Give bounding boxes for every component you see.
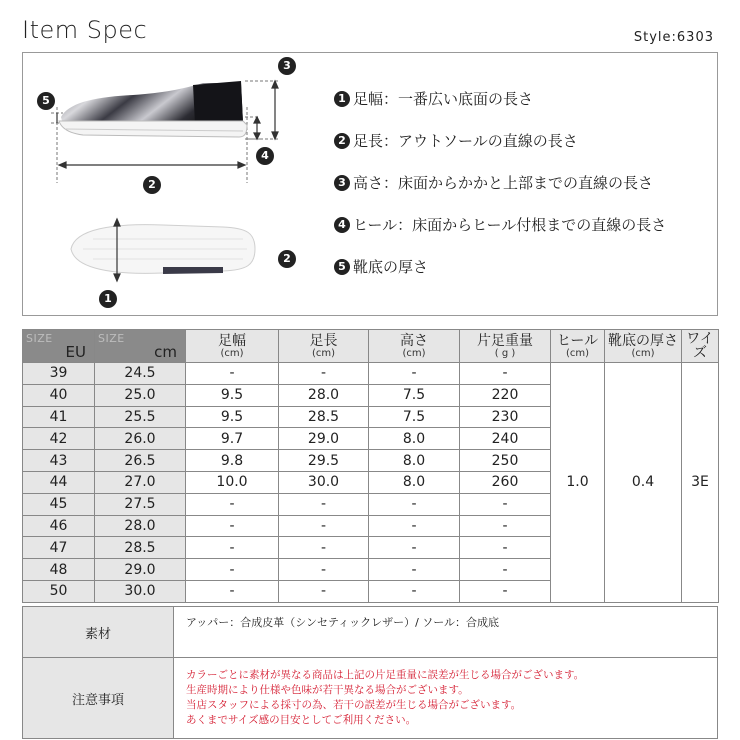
diagram-badge-4: 4 [256, 147, 274, 165]
header-heel-unit: (cm) [565, 347, 590, 359]
definition-3 [334, 172, 653, 193]
cell-merged-wise: 3E [682, 363, 719, 603]
header-weight [460, 330, 551, 363]
header-heel [551, 330, 605, 363]
cell-value: - [369, 515, 460, 537]
cell-value: - [369, 537, 460, 559]
definition-1-text: 足幅：一番広い底面の長さ [353, 90, 534, 108]
page-title: Item Spec [22, 16, 148, 44]
header-height [369, 330, 460, 363]
size-row [23, 363, 719, 385]
cell-cm: 28.0 [95, 515, 186, 537]
cell-value: 7.5 [369, 384, 460, 406]
cell-value: 8.0 [369, 450, 460, 472]
cell-cm: 29.0 [95, 559, 186, 581]
definition-3-text: 高さ：床面からかかと上部までの直線の長さ [353, 174, 654, 192]
cell-value: - [369, 493, 460, 515]
cell-eu: 39 [23, 363, 95, 385]
size-table [22, 329, 719, 603]
cell-value: 29.0 [279, 428, 369, 450]
header-width-unit: (cm) [220, 347, 244, 359]
cell-value: 220 [460, 384, 551, 406]
cell-value: - [279, 515, 369, 537]
header-weight-label: 片足重量 [477, 332, 533, 349]
header-cm-label: cm [154, 343, 177, 361]
cell-cm: 28.5 [95, 537, 186, 559]
cell-value: - [186, 580, 279, 602]
header-height-unit: (cm) [402, 347, 426, 359]
cell-value: - [279, 580, 369, 602]
header-width-label: 足幅 [218, 332, 246, 349]
notes-table [22, 606, 718, 739]
header-length [279, 330, 369, 363]
cell-merged-sole: 0.4 [605, 363, 682, 603]
header-weight-unit: ( g ) [494, 347, 516, 359]
cell-value: 9.8 [186, 450, 279, 472]
cell-value: - [369, 559, 460, 581]
cell-eu: 44 [23, 471, 95, 493]
cell-value: 29.5 [279, 450, 369, 472]
cell-value: - [279, 559, 369, 581]
diagram-badge-5: 5 [37, 92, 55, 110]
caution-text [174, 658, 718, 739]
caution-line-2: 生産時期により仕様や色味が若干異なる場合がございます。 [186, 684, 469, 696]
diagram-badge-2-length: 2 [143, 176, 161, 194]
badge-3: 3 [334, 175, 350, 191]
material-label: 素材 [23, 607, 174, 658]
cell-value: 8.0 [369, 428, 460, 450]
cell-value: - [460, 493, 551, 515]
cell-value: - [186, 537, 279, 559]
cell-cm: 27.0 [95, 471, 186, 493]
cell-value: - [279, 493, 369, 515]
definition-5 [334, 256, 428, 277]
definition-4 [334, 214, 666, 235]
cell-value: - [186, 493, 279, 515]
material-text: アッパー：合成皮革（シンセティックレザー）/ ソール：合成底 [174, 607, 718, 658]
cell-value: 30.0 [279, 471, 369, 493]
cell-value: 7.5 [369, 406, 460, 428]
cell-eu: 43 [23, 450, 95, 472]
diagram-badge-2-sole: 2 [278, 250, 296, 268]
cell-value: - [186, 515, 279, 537]
cell-cm: 24.5 [95, 363, 186, 385]
cell-value: 9.5 [186, 406, 279, 428]
cell-cm: 26.0 [95, 428, 186, 450]
definition-2-text: 足長：アウトソールの直線の長さ [353, 132, 578, 150]
caution-line-4: あくまでサイズ感の目安としてご利用ください。 [186, 714, 417, 726]
cell-eu: 50 [23, 580, 95, 602]
header-length-label: 足長 [309, 332, 338, 349]
cell-value: - [460, 580, 551, 602]
badge-1: 1 [334, 91, 350, 107]
cell-value: 230 [460, 406, 551, 428]
badge-2: 2 [334, 133, 350, 149]
cell-eu: 42 [23, 428, 95, 450]
cell-value: 10.0 [186, 471, 279, 493]
header-width [186, 330, 279, 363]
cell-value: - [369, 363, 460, 385]
cell-eu: 47 [23, 537, 95, 559]
cell-value: - [460, 363, 551, 385]
header-length-unit: (cm) [311, 347, 336, 359]
cell-eu: 45 [23, 493, 95, 515]
style-number: Style:6303 [633, 30, 714, 45]
definition-4-text: ヒール：床面からヒール付根までの直線の長さ [353, 216, 667, 234]
header-wise [682, 330, 719, 363]
definition-2 [334, 130, 578, 151]
cell-cm: 30.0 [95, 580, 186, 602]
size-table-header [23, 330, 719, 363]
caution-row [23, 658, 718, 739]
cell-value: 240 [460, 428, 551, 450]
cell-value: - [279, 537, 369, 559]
cell-eu: 46 [23, 515, 95, 537]
header-cm [95, 330, 186, 363]
header-sole [605, 330, 682, 363]
diagram-badge-3: 3 [278, 57, 296, 75]
cell-value: 250 [460, 450, 551, 472]
badge-5: 5 [334, 259, 350, 275]
caution-line-3: 当店スタッフによる採寸の為、若干の誤差が生じる場合がございます。 [186, 699, 522, 711]
cell-value: - [279, 363, 369, 385]
definition-5-text: 靴底の厚さ [353, 258, 429, 276]
caution-label: 注意事項 [23, 658, 174, 739]
cell-value: - [460, 537, 551, 559]
header-sole-unit: (cm) [631, 347, 655, 359]
cell-value: - [460, 559, 551, 581]
cell-cm: 25.0 [95, 384, 186, 406]
material-row [23, 607, 718, 658]
cell-value: 9.7 [186, 428, 279, 450]
header-eu-ghost: SIZE [26, 332, 53, 345]
cell-value: - [186, 363, 279, 385]
cell-value: 8.0 [369, 471, 460, 493]
cell-value: 260 [460, 471, 551, 493]
diagram-badge-1: 1 [99, 290, 117, 308]
definition-1 [334, 88, 533, 109]
cell-value: 28.5 [279, 406, 369, 428]
cell-cm: 27.5 [95, 493, 186, 515]
cell-value: 9.5 [186, 384, 279, 406]
cell-cm: 25.5 [95, 406, 186, 428]
cell-value: - [369, 580, 460, 602]
cell-value: - [460, 515, 551, 537]
cell-value: - [186, 559, 279, 581]
header-heel-label: ヒール [556, 332, 599, 349]
caution-line-1: カラーごとに素材が異なる商品は上記の片足重量に誤差が生じる場合がございます。 [186, 669, 585, 681]
cell-cm: 26.5 [95, 450, 186, 472]
cell-eu: 48 [23, 559, 95, 581]
header-eu [23, 330, 95, 363]
cell-merged-heel: 1.0 [551, 363, 605, 603]
header-eu-label: EU [65, 343, 86, 361]
badge-4: 4 [334, 217, 350, 233]
cell-value: 28.0 [279, 384, 369, 406]
header-sole-label: 靴底の厚さ [608, 332, 678, 349]
header-wise-label: ワイズ [686, 331, 714, 361]
cell-eu: 40 [23, 384, 95, 406]
header-cm-ghost: SIZE [98, 332, 125, 345]
header-height-label: 高さ [400, 332, 428, 349]
cell-eu: 41 [23, 406, 95, 428]
